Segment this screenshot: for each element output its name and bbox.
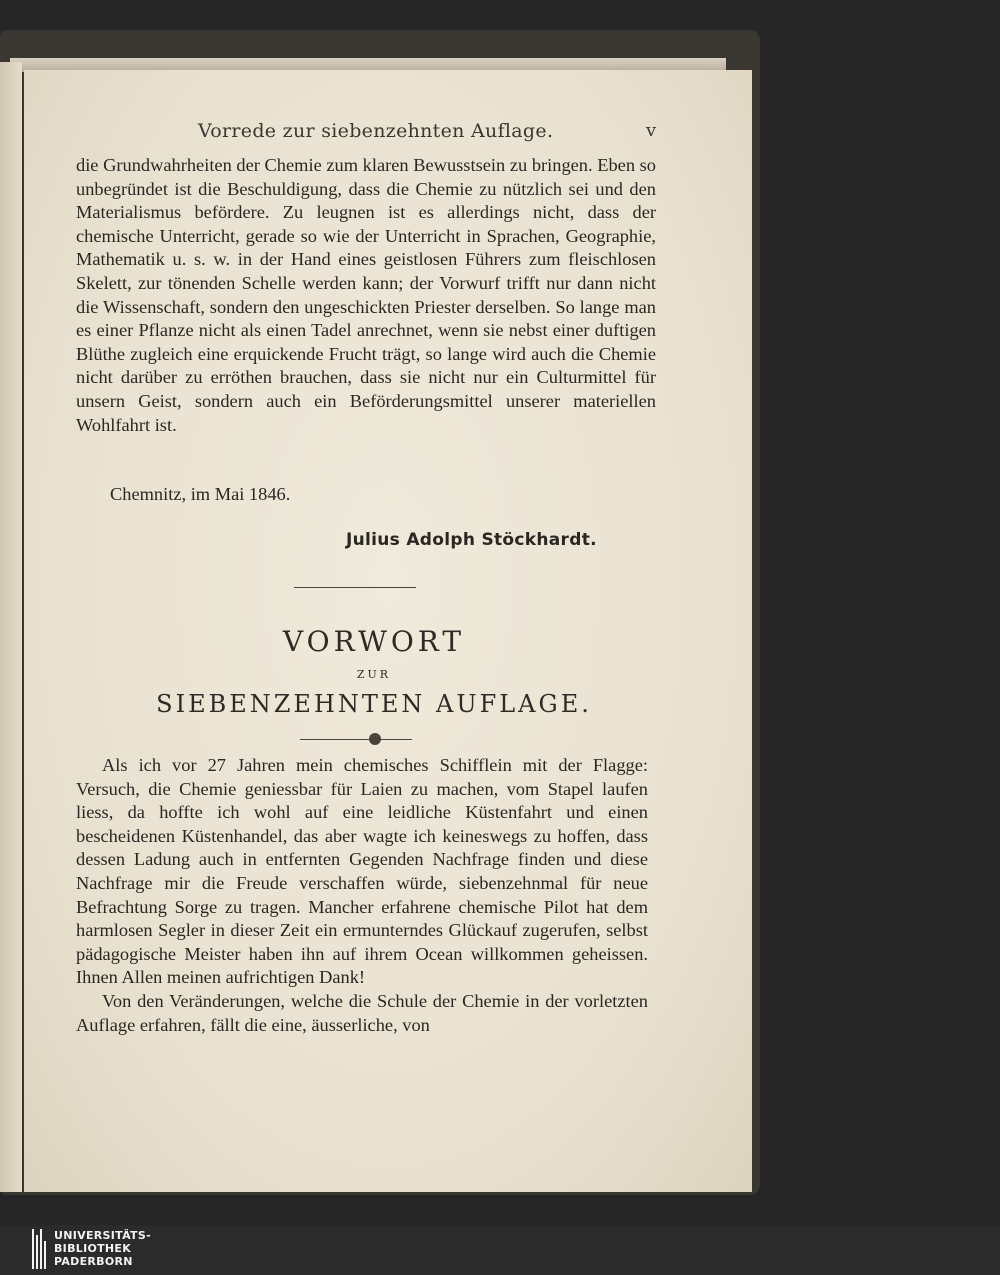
- preface-paragraph: die Grundwahrheiten der Chemie zum klaren Bewusstsein zu bringen. Eben so unbegründet ist die Beschuldigung, dass die Chemie zu nützlich sei und den Materialismus befördere. Zu leugnen ist es allerdings nicht, dass der chemische Unterricht, gerade so wie der Unterricht in Sprachen, Geographie, Mathematik u. s. w. in der Hand eines geistlosen Führers zum fleischlosen Skelett, zur tönenden Schelle werden kann; der Vorwurf trifft nur dann nicht die Wissenschaft, sondern den ungeschickten Priester derselben. So lange man es einer Pflanze nicht als einen Tadel anrechnet, wenn sie nebst einer duftigen Blüthe zugleich eine erquickende Frucht trägt, so lange wird auch die Chemie nicht darüber zu erröthen brauchen, dass sie nicht nur ein Culturmittel für unsern Geist, sondern auch ein Beförderungsmittel unserer materiellen Wohlfahrt ist.: [76, 155, 656, 435]
- foreword-subtitle: SIEBENZEHNTEN AUFLAGE.: [156, 690, 592, 718]
- foreword-zur: ZUR: [356, 668, 392, 681]
- foreword-text: [76, 754, 648, 1037]
- foreword-title: VORWORT: [282, 625, 466, 658]
- page-number: v: [646, 120, 657, 141]
- foreword-paragraph: Als ich vor 27 Jahren mein chemisches Schifflein mit der Flagge: Versuch, die Chemie geniessbar für Laien zu machen, vom Stapel laufen liess, da hoffte ich wohl auf eine leidliche Küstenfahrt und einen bescheidenen Küstenhandel, das aber wagte ich keineswegs zu hoffen, dass dessen Ladung auch in entfernten Gegenden Nachfrage finden und diese Nachfrage mir die Freude verschaffen würde, siebenzehnmal für neue Befrachtung Sorge zu tragen. Mancher erfahrene chemische Pilot hat dem harmlosen Segler in dieser Zeit ein ermunterndes Glückauf zugerufen, selbst pädagogische Meister haben ihn auf ihrem Ocean willkommen geheissen. Ihnen Allen meinen aufrichtigen Dank!: [76, 755, 648, 988]
- foreword-paragraph: Von den Veränderungen, welche die Schule der Chemie in der vorletzten Auflage erfahren, fällt die eine, äusserliche, von: [76, 990, 648, 1035]
- book-page: [24, 70, 752, 1192]
- left-page-strip: [0, 62, 22, 1192]
- running-head: Vorrede zur siebenzehnten Auflage.: [198, 120, 554, 142]
- library-logo-icon: [32, 1229, 46, 1269]
- logo-line: BIBLIOTHEK: [54, 1242, 132, 1255]
- preface-text: [76, 154, 656, 437]
- author-signature: Julius Adolph Stöckhardt.: [346, 530, 597, 550]
- library-logo-text: [54, 1229, 151, 1268]
- place-date: Chemnitz, im Mai 1846.: [110, 484, 291, 504]
- ornament-dot: [369, 733, 381, 745]
- logo-line: PADERBORN: [54, 1255, 133, 1268]
- section-divider: [294, 587, 416, 588]
- ornament-rule: [300, 739, 412, 740]
- logo-line: UNIVERSITÄTS-: [54, 1229, 151, 1242]
